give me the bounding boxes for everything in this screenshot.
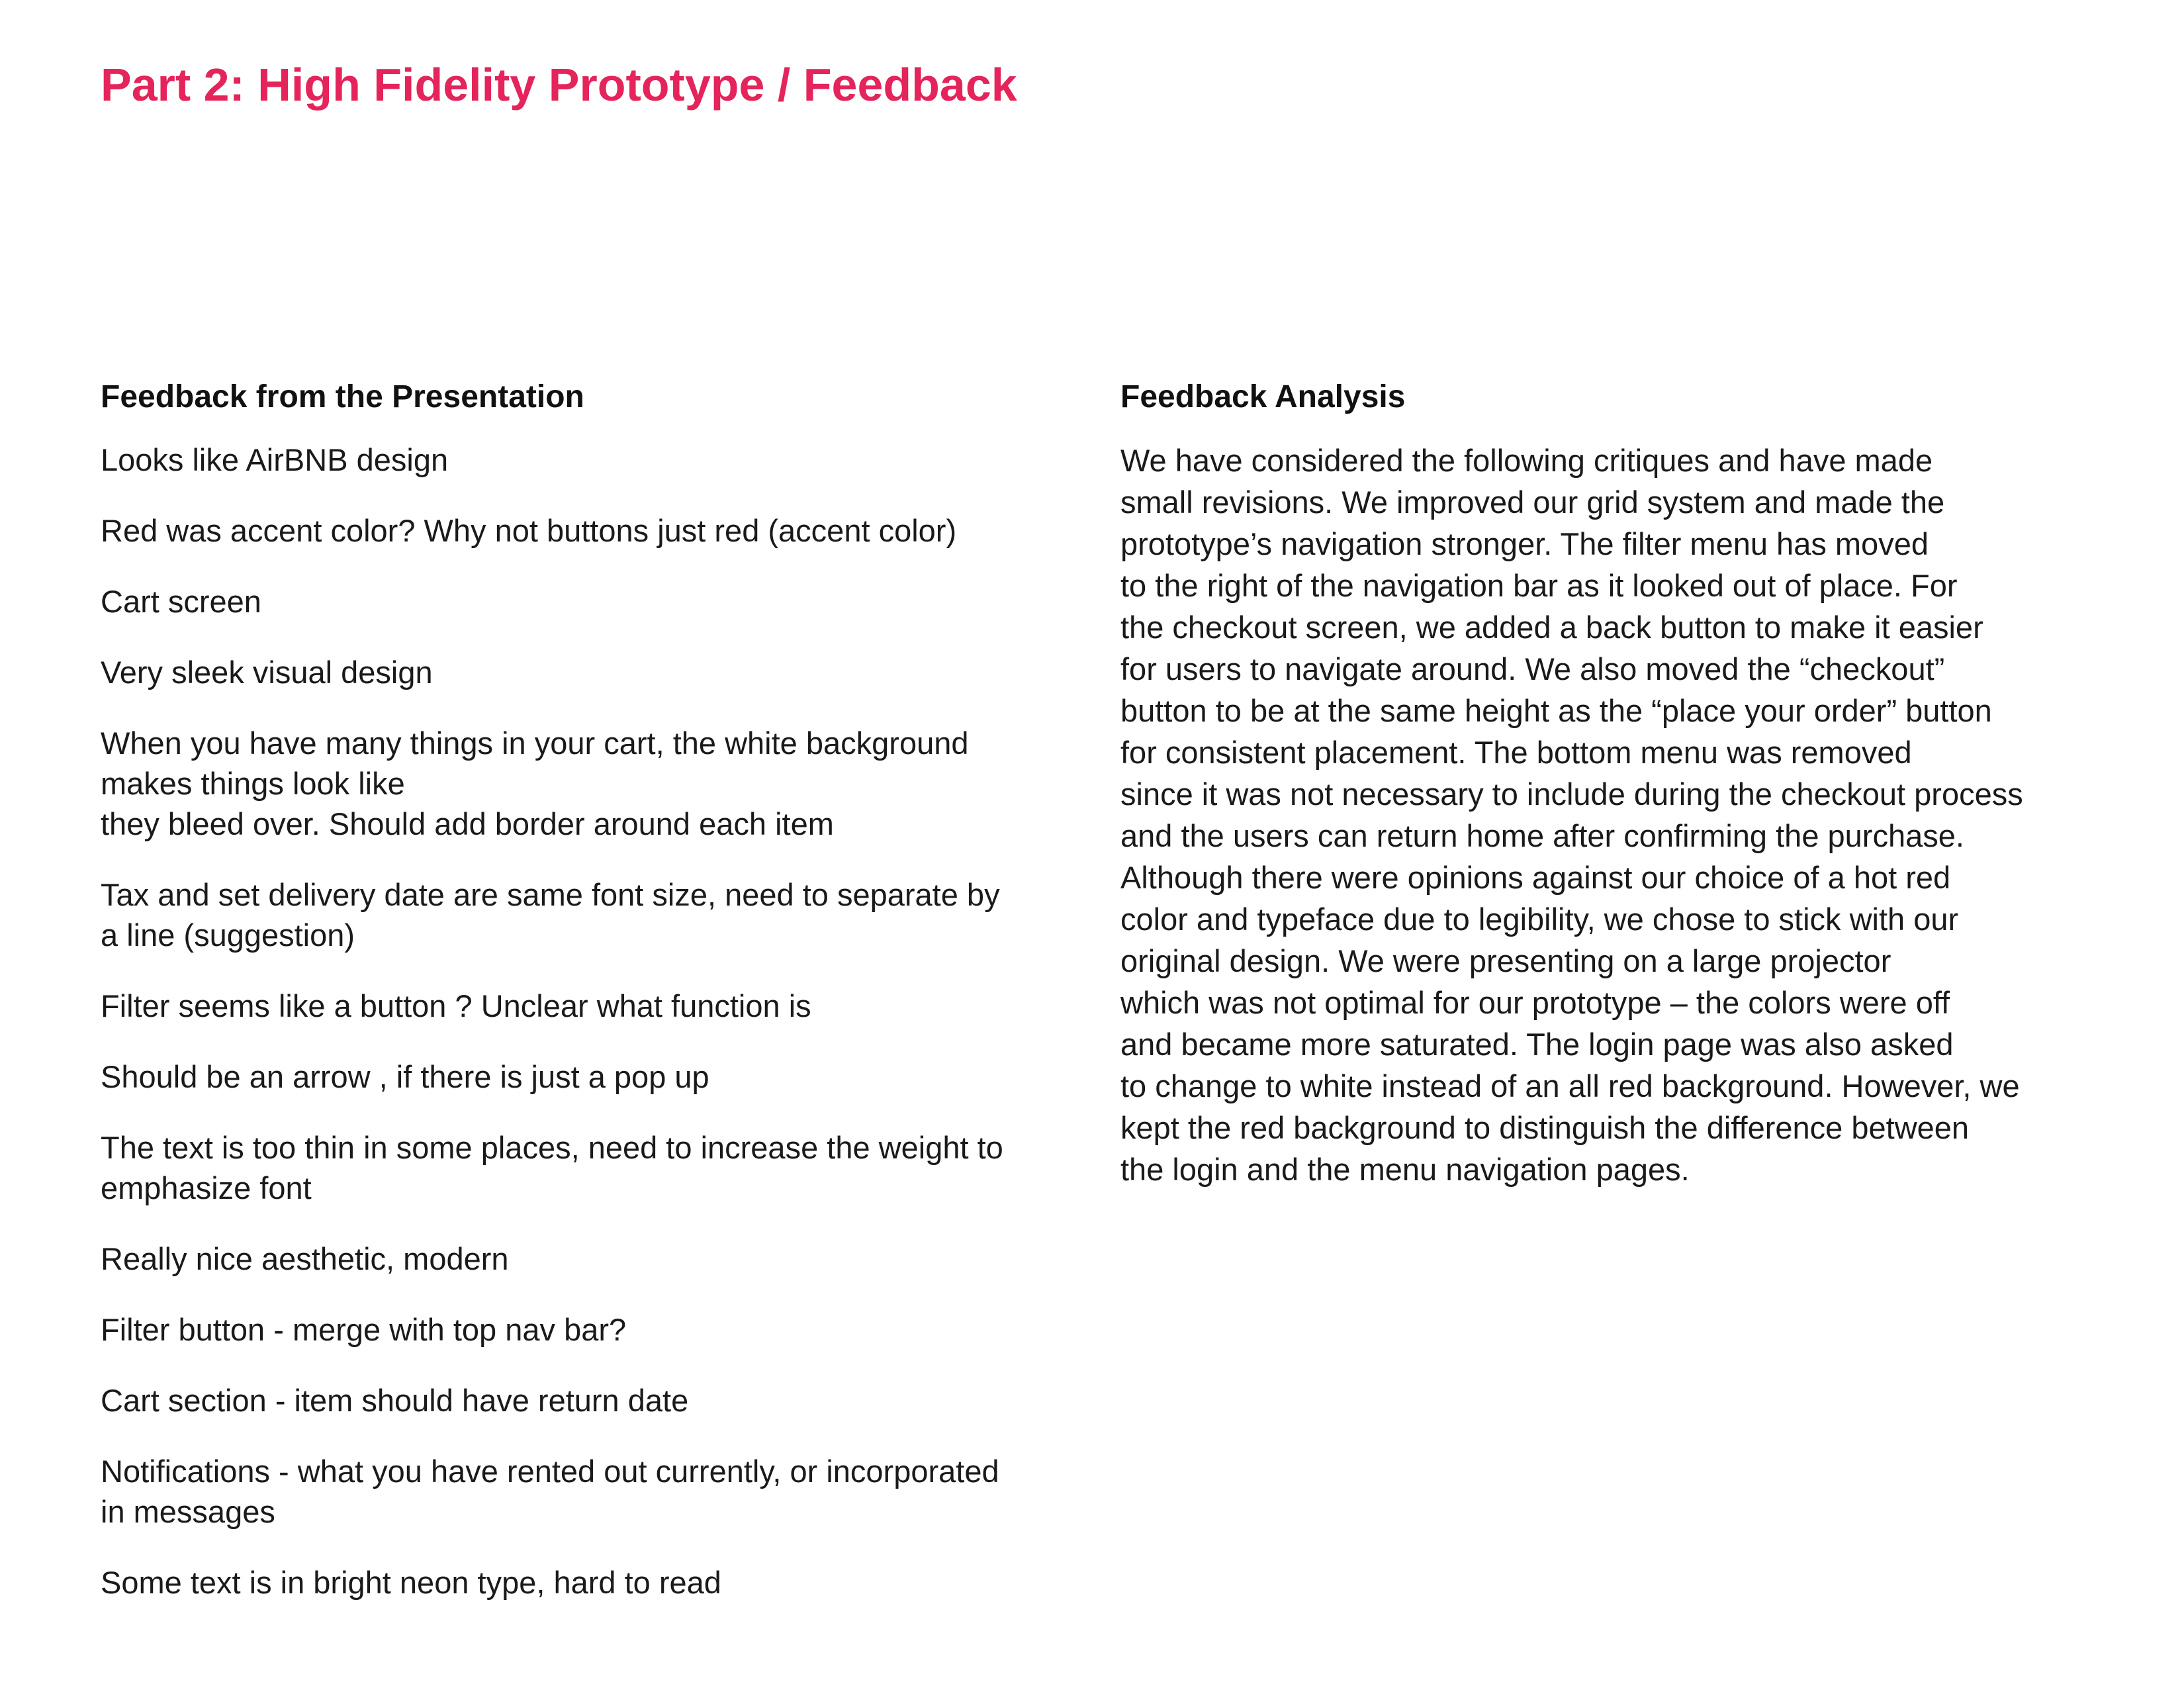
page-title: Part 2: High Fidelity Prototype / Feedback [101, 59, 1017, 111]
feedback-item: Notifications - what you have rented out currently, or incorporated in messages [101, 1454, 999, 1529]
feedback-item: Some text is in bright neon type, hard to read [101, 1565, 721, 1600]
feedback-item: Filter button - merge with top nav bar? [101, 1312, 627, 1347]
feedback-section [101, 375, 1093, 1633]
feedback-item: Cart section - item should have return date [101, 1383, 689, 1418]
feedback-item: Looks like AirBNB design [101, 442, 449, 477]
feedback-item: Really nice aesthetic, modern [101, 1241, 509, 1276]
feedback-item: Filter seems like a button ? Unclear what function is [101, 988, 811, 1023]
feedback-list [101, 440, 1093, 1603]
feedback-item: Red was accent color? Why not buttons just red (accent color) [101, 513, 957, 548]
feedback-item: The text is too thin in some places, need to increase the weight to emphasize font [101, 1130, 1003, 1205]
feedback-item: Tax and set delivery date are same font size, need to separate by a line (suggestion) [101, 877, 1000, 953]
feedback-item: When you have many things in your cart, the white background makes things look like they bleed over. Should add border around each item [101, 726, 969, 841]
feedback-item: Cart screen [101, 584, 261, 619]
analysis-section [1120, 375, 2126, 1190]
feedback-heading: Feedback from the Presentation [101, 379, 584, 414]
feedback-item: Very sleek visual design [101, 655, 433, 690]
analysis-paragraph: We have considered the following critiques and have made small revisions. We improved our grid system and made the prototype’s navigation stronger. The filter menu has moved to the right of the navigation bar as it looked out of place. For the checkout screen, we added a back button to make it easier for users to navigate around. We also moved the “checkout” button to be at the same height as the “place your order” button for consistent placement. The bottom menu was removed since it was not necessary to include during the checkout process and the users can return home after confirming the purchase. Although there were opinions against our choice of a hot red color and typeface due to legibility, we chose to stick with our original design. We were presenting on a large projector which was not optimal for our prototype – the colors were off and became more saturated. The login page was also asked to change to white instead of an all red background. However, we kept the red background to distinguish the difference between the login and the menu navigation pages. [1120, 443, 2023, 1187]
feedback-item: Should be an arrow , if there is just a pop up [101, 1059, 709, 1094]
analysis-heading: Feedback Analysis [1120, 379, 1406, 414]
